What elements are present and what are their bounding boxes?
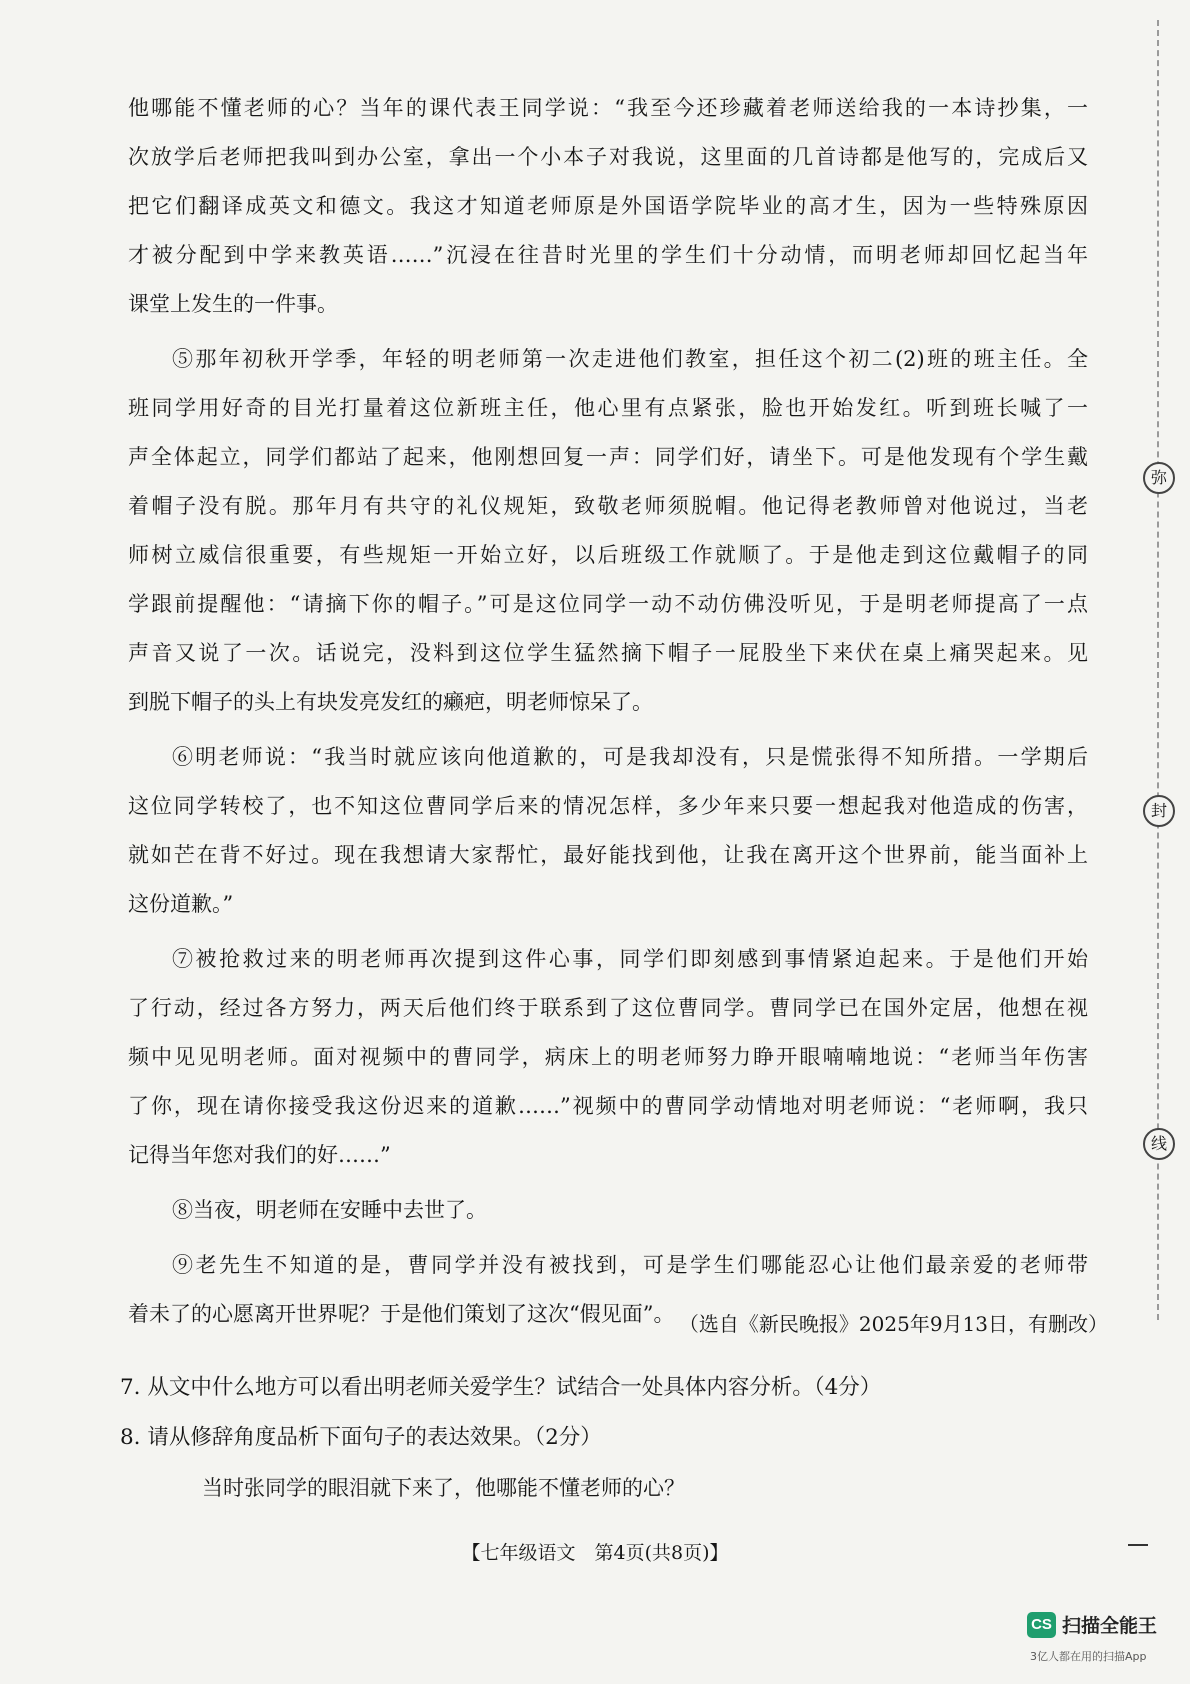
text-line: ⑦被抢救过来的明老师再次提到这件心事，同学们即刻感到事情紧迫起来。于是他们开始 (172, 947, 1088, 971)
text-line: 了行动，经过各方努力，两天后他们终于联系到了这位曹同学。曹同学已在国外定居，他想在视 (128, 996, 1088, 1020)
page-footer: 【七年级语文 第4页(共8页)】 (461, 1542, 729, 1564)
question-8: 8. 请从修辞角度品析下面句子的表达效果。（2分） (120, 1425, 602, 1450)
text-line: 班同学用好奇的目光打量着这位新班主任，他心里有点紧张，脸也开始发红。听到班长喊了一 (128, 396, 1088, 420)
watermark-tagline: 3亿人都在用的扫描App (1030, 1650, 1147, 1663)
text-line: 才被分配到中学来教英语……”沉浸在往昔时光里的学生们十分动情，而明老师却回忆起当年 (128, 243, 1088, 267)
text-line: 这份道歉。” (128, 892, 234, 916)
question-8-quote: 当时张同学的眼泪就下来了，他哪能不懂老师的心？ (202, 1476, 685, 1500)
text-line: ⑨老先生不知道的是，曹同学并没有被找到，可是学生们哪能忍心让他们最亲爱的老师带 (172, 1253, 1088, 1277)
paragraph (128, 335, 1088, 727)
paragraph (128, 84, 1088, 329)
text-line: 他哪能不懂老师的心？当年的课代表王同学说：“我至今还珍藏着老师送给我的一本诗抄集，一 (128, 96, 1088, 120)
corner-mark (1128, 1544, 1148, 1546)
text-line: 频中见见明老师。面对视频中的曹同学，病床上的明老师努力睁开眼喃喃地说：“老师当年伤害 (128, 1045, 1088, 1069)
paragraph (128, 1186, 1088, 1235)
text-line: 了你，现在请你接受我这份迟来的道歉……”视频中的曹同学动情地对明老师说：“老师啊，我只 (128, 1094, 1088, 1118)
reading-passage (128, 84, 1088, 1339)
text-line: 记得当年您对我们的好……” (128, 1143, 391, 1167)
text-line: ⑤那年初秋开学季，年轻的明老师第一次走进他们教室，担任这个初二(2)班的班主任。全 (172, 347, 1088, 371)
text-line: 到脱下帽子的头上有块发亮发红的癞疤，明老师惊呆了。 (128, 690, 653, 714)
dashed-divider (1157, 20, 1159, 1320)
text-line: 把它们翻译成英文和德文。我这才知道老师原是外国语学院毕业的高才生，因为一些特殊原因 (128, 194, 1088, 218)
text-line: 着未了的心愿离开世界呢？于是他们策划了这次“假见面”。 (128, 1302, 675, 1326)
text-line: 着帽子没有脱。那年月有共守的礼仪规矩，致敬老师须脱帽。他记得老教师曾对他说过，当老 (128, 494, 1088, 518)
text-line: 这位同学转校了，也不知这位曹同学后来的情况怎样，多少年来只要一想起我对他造成的伤害， (128, 794, 1088, 818)
text-line: 就如芒在背不好过。现在我想请大家帮忙，最好能找到他，让我在离开这个世界前，能当面补上 (128, 843, 1088, 867)
binding-seal-char: 弥 (1143, 462, 1175, 494)
text-line: 次放学后老师把我叫到办公室，拿出一个小本子对我说，这里面的几首诗都是他写的，完成后又 (128, 145, 1088, 169)
watermark-brand: 扫描全能王 (1062, 1615, 1158, 1637)
text-line: 声全体起立，同学们都站了起来，他刚想回复一声：同学们好，请坐下。可是他发现有个学生戴 (128, 445, 1088, 469)
text-line: 师树立威信很重要，有些规矩一开始立好，以后班级工作就顺了。于是他走到这位戴帽子的同 (128, 543, 1088, 567)
text-line: 声音又说了一次。话说完，没料到这位学生猛然摘下帽子一屁股坐下来伏在桌上痛哭起来。见 (128, 641, 1088, 665)
paragraph (128, 935, 1088, 1180)
text-line: 课堂上发生的一件事。 (128, 292, 338, 316)
binding-line (1143, 0, 1173, 1684)
question-7: 7. 从文中什么地方可以看出明老师关爱学生？试结合一处具体内容分析。（4分） (120, 1375, 882, 1400)
paragraph (128, 733, 1088, 929)
binding-seal-char: 封 (1143, 795, 1175, 827)
camscanner-logo-icon: CS (1027, 1612, 1056, 1638)
source-citation: （选自《新民晚报》2025年9月13日，有删改） (678, 1312, 1108, 1336)
text-line: ⑥明老师说：“我当时就应该向他道歉的，可是我却没有，只是慌张得不知所措。一学期后 (172, 745, 1088, 769)
binding-seal-char: 线 (1143, 1128, 1175, 1160)
text-line: 学跟前提醒他：“请摘下你的帽子。”可是这位同学一动不动仿佛没听见，于是明老师提高了一点 (128, 592, 1088, 616)
text-line: ⑧当夜，明老师在安睡中去世了。 (172, 1198, 487, 1222)
